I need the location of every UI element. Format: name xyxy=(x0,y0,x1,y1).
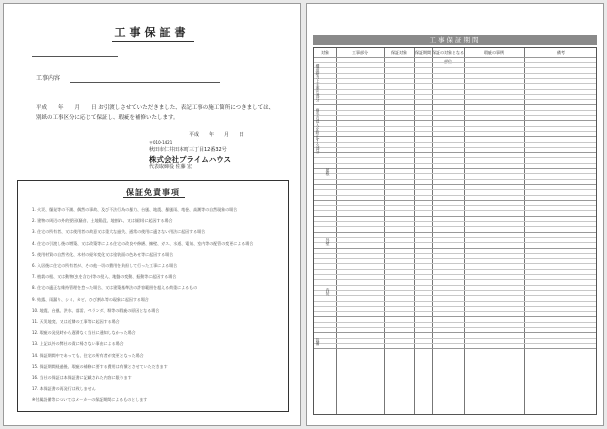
table-row-divider xyxy=(314,184,596,185)
table-row-divider xyxy=(314,83,596,84)
table-header: 工事部分 xyxy=(352,50,368,55)
table-row-divider xyxy=(314,338,596,339)
table-row-divider xyxy=(314,253,596,254)
exemption-item: ※付属設備等についてはメーカーの保証期間によるものとします xyxy=(32,397,148,403)
exemption-item: 15. 保証期間経過後、瑕疵の補修に要する費用は有償とさせていただきます xyxy=(32,363,168,369)
exemption-item: 13. 上記以外の弊社の責に帰さない事由による場合 xyxy=(32,341,124,347)
table-row-divider xyxy=(314,301,596,302)
table-header: 保証期間 xyxy=(415,50,431,55)
table-row-divider xyxy=(314,327,596,328)
exemption-box xyxy=(17,180,289,412)
table-row-divider xyxy=(314,237,596,238)
table-row-divider xyxy=(314,179,596,180)
table-row-divider xyxy=(314,306,596,307)
table-row-divider xyxy=(314,104,596,105)
exemption-item: 5. 使用材質の自然劣化、木材の経年変化又は塗装面の色あせ等に起因する場合 xyxy=(32,251,174,257)
exemption-item: 9. 結露、雨漏り、シミ、カビ、ひび割れ等の現象に起因する場合 xyxy=(32,296,149,302)
issue-underline xyxy=(70,82,220,83)
date-sentence-2: 別紙の工事区分に応じて保証し、瑕疵を補修いたします。 xyxy=(36,115,179,121)
exemption-item: 7. 植栽の根、又は動物(虫を含む)等の侵入、地盤の変動、振動等に起因する場合 xyxy=(32,274,177,280)
table-header: 瑕疵の事例 xyxy=(484,50,504,55)
exemption-item: 16. 当社の保証は本保証書に記載された内容に限ります xyxy=(32,375,132,380)
warranty-certificate-page xyxy=(3,3,301,426)
table-row-divider xyxy=(314,274,596,275)
table-row-divider xyxy=(314,115,596,116)
table-group-label: 内装 xyxy=(326,288,331,296)
company-name: 株式会社プライムハウス xyxy=(149,155,232,164)
table-row-divider xyxy=(314,62,596,63)
table-row-divider xyxy=(314,332,596,333)
table-row-divider xyxy=(314,216,596,217)
table-row-divider xyxy=(314,226,596,227)
table-row-divider xyxy=(314,147,596,148)
table-row-divider xyxy=(314,67,596,68)
table-row-divider xyxy=(314,168,596,169)
table-row-divider xyxy=(314,290,596,291)
table-header: 保証の対象となる部位 xyxy=(432,50,464,64)
exemption-item: 10. 地震、台風、洪水、落雷、ペランダ、塀等の瑕疵の原因となる場合 xyxy=(32,307,160,313)
exemption-title-underline xyxy=(123,197,185,198)
table-row-divider xyxy=(314,195,596,196)
exemption-item: 11. 天災地変、又は近隣の工事等に起因する場合 xyxy=(32,319,120,324)
issue-label: 工事内容 xyxy=(36,75,61,82)
table-row-divider xyxy=(314,221,596,222)
warranty-period-page xyxy=(306,3,604,426)
exemption-item: 17. 本保証書の再発行は致しません xyxy=(32,386,96,392)
table-group-label: 構造耐力上主要な部分 xyxy=(316,64,321,102)
table-group-label: 屋根 xyxy=(326,168,331,176)
table-row-divider xyxy=(314,94,596,95)
table-row-divider xyxy=(314,263,596,264)
table-row-divider xyxy=(314,232,596,233)
representative: 代表取締役 佐藤 宏 xyxy=(149,164,193,170)
title-underline xyxy=(112,41,194,42)
table-row-divider xyxy=(314,157,596,158)
table-row-divider xyxy=(314,322,596,323)
exemption-item: 2. 建物の周辺の外的要因(騒音、土地陥没、地割れ、又は傾斜)に起因する場合 xyxy=(32,218,173,224)
table-row-divider xyxy=(314,242,596,243)
table-row-divider xyxy=(314,210,596,211)
period-table-title: 工事保証期間 xyxy=(313,35,597,45)
table-header: 備考 xyxy=(557,50,565,55)
exemption-title: 保証免責事項 xyxy=(126,188,180,197)
company-address: 秋田市仁井田本町三丁目12番32号 xyxy=(149,147,227,153)
table-row-divider xyxy=(314,258,596,259)
recipient-line xyxy=(32,56,118,57)
table-header: 対象 xyxy=(321,50,329,55)
table-row-divider xyxy=(314,248,596,249)
table-row-divider xyxy=(314,78,596,79)
table-row-divider xyxy=(314,73,596,74)
table-row-divider xyxy=(314,173,596,174)
table-header-divider xyxy=(314,57,596,58)
table-row-divider xyxy=(314,120,596,121)
date-sentence: 平成 年 月 日 お引渡しさせていただきました、表記工事の施工箇所につきましては、 xyxy=(36,105,275,111)
exemption-item: 14. 保証期間中であっても、住宅の所有者が変更となった場合 xyxy=(32,352,144,358)
table-row-divider xyxy=(314,295,596,296)
table-row-divider xyxy=(314,348,596,349)
table-row-divider xyxy=(314,110,596,111)
exemption-item: 8. 住宅の適正な維持管理を怠った場合、又は建築基準法の許容範囲を超える荷重によるもの xyxy=(32,285,198,291)
table-row-divider xyxy=(314,126,596,127)
table-header: 保証対象 xyxy=(391,50,407,55)
exemption-item: 4. 住宅の引渡し後の増築、又は改築等による住宅の改良や修繕、擁壁、ガス、水道、電気、室内等の配管の変更による場合 xyxy=(32,240,254,246)
warranty-period-table xyxy=(313,47,597,415)
table-row-divider xyxy=(314,163,596,164)
table-row-divider xyxy=(314,200,596,201)
table-row-divider xyxy=(314,152,596,153)
table-row-divider xyxy=(314,189,596,190)
issued-date: 平成 年 月 日 xyxy=(189,132,245,138)
table-group-label: 設備 xyxy=(316,338,321,346)
postal-code: 〒010-1421 xyxy=(149,140,173,145)
table-row-divider xyxy=(314,205,596,206)
table-row-divider xyxy=(314,131,596,132)
page-title: 工事保証書 xyxy=(114,26,190,39)
table-row-divider xyxy=(314,343,596,344)
exemption-item: 6. 入居後に住宅の所有者が、その他一切の費用を負担して行った工事による場合 xyxy=(32,263,178,268)
table-row-divider xyxy=(314,136,596,137)
exemption-item: 12. 瑕疵の発見時から遅滞なく当社に通知しなかった場合 xyxy=(32,330,136,336)
table-row-divider xyxy=(314,316,596,317)
table-group-label: 外壁 xyxy=(326,238,331,246)
exemption-item: 1. 火災、爆発等の不測、偶然の事故、及び不法行為の暴力、台風、地震、暴風雨、竜巻、高潮等の自然現象の場合 xyxy=(32,207,238,212)
table-row-divider xyxy=(314,89,596,90)
table-row-divider xyxy=(314,142,596,143)
table-row-divider xyxy=(314,311,596,312)
table-row-divider xyxy=(314,99,596,100)
table-row-divider xyxy=(314,269,596,270)
table-group-label: 雨水の浸入を防止する部分 xyxy=(316,108,321,154)
table-row-divider xyxy=(314,279,596,280)
table-row-divider xyxy=(314,285,596,286)
exemption-item: 3. 住宅の所有者、又は使用者の故意又は重大な過失、通常の使用に適さない用法に起因する場合 xyxy=(32,229,206,235)
